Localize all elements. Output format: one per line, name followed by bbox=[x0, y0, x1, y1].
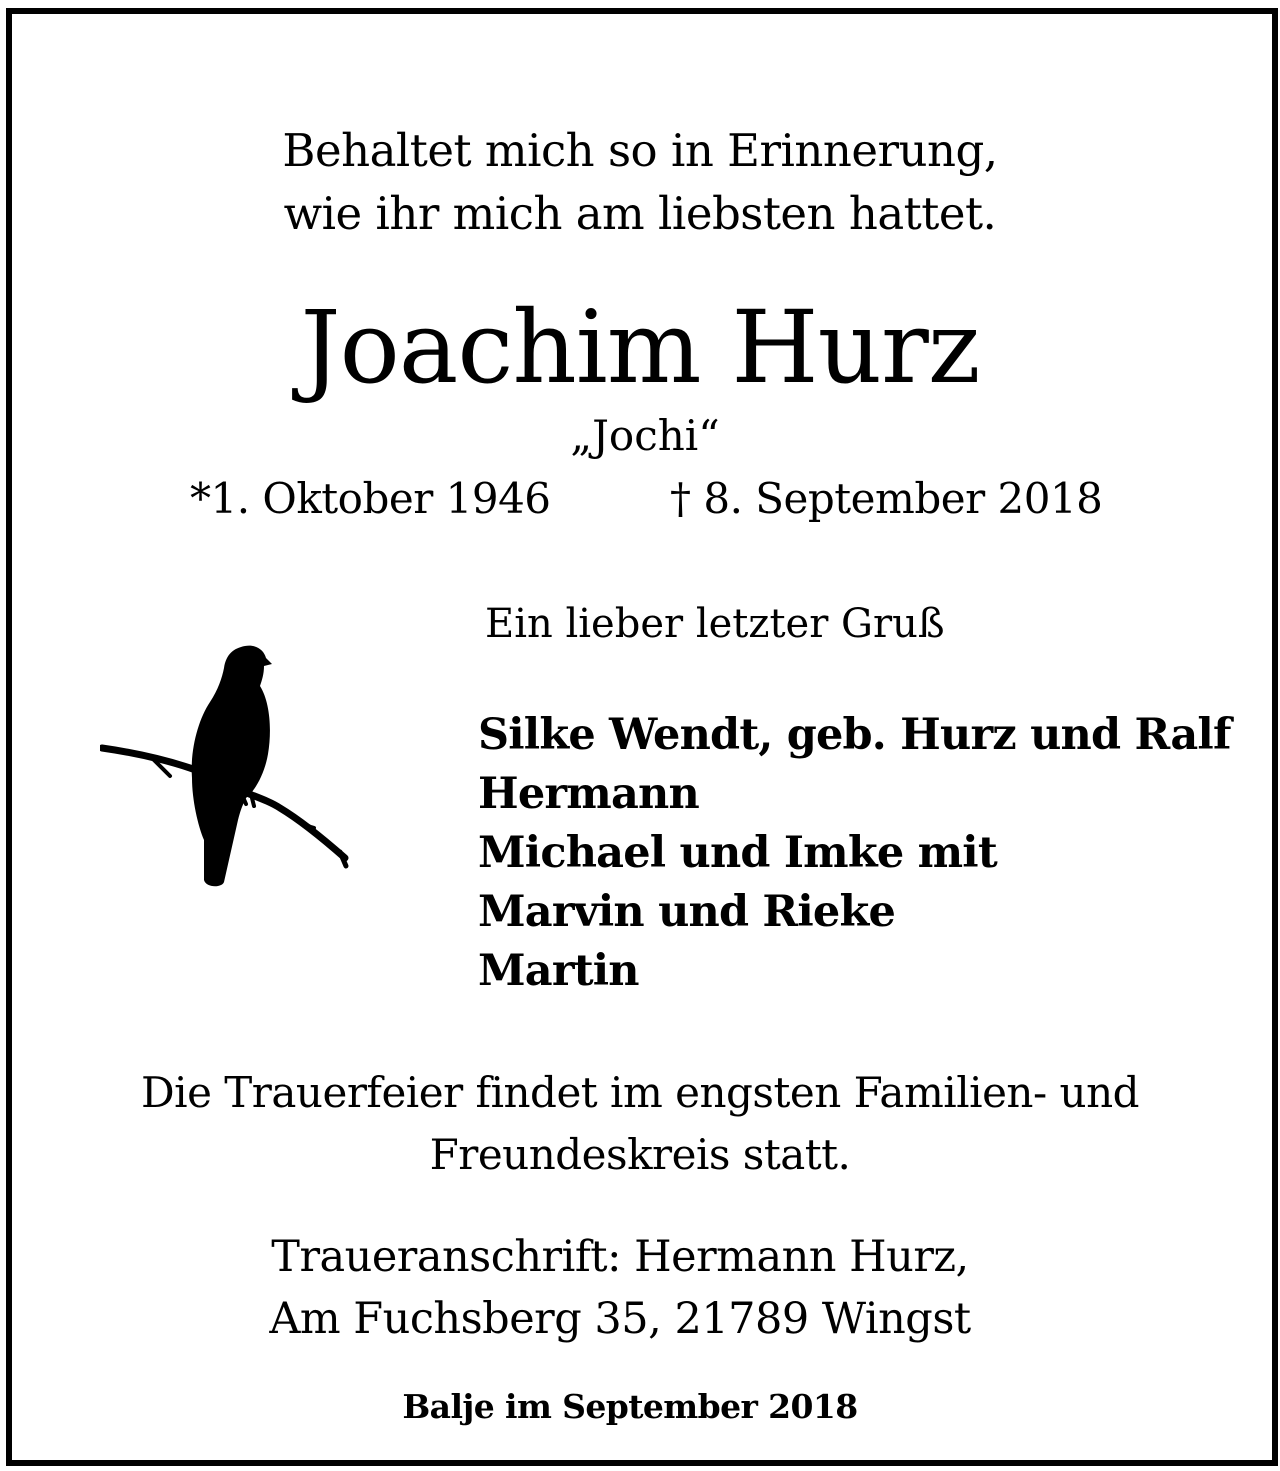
mourner-line: Michael und Imke mit bbox=[478, 828, 997, 878]
mourning-address-line-2: Am Fuchsberg 35, 21789 Wingst bbox=[269, 1294, 971, 1344]
motto-line-1: Behaltet mich so in Erinnerung, bbox=[282, 124, 998, 177]
farewell-greeting: Ein lieber letzter Gruß bbox=[485, 601, 945, 647]
mourner-line: Hermann bbox=[478, 769, 699, 819]
ceremony-notice-line-1: Die Trauerfeier findet im engsten Familien- und bbox=[140, 1068, 1139, 1117]
death-date: † 8. September 2018 bbox=[670, 474, 1103, 523]
deceased-nickname: „Jochi“ bbox=[570, 411, 720, 460]
motto-line-2: wie ihr mich am liebsten hattet. bbox=[283, 187, 997, 240]
place-and-date: Balje im September 2018 bbox=[402, 1387, 858, 1426]
mourner-line: Marvin und Rieke bbox=[478, 887, 896, 937]
mourners-list bbox=[478, 706, 1231, 1001]
deceased-name: Joachim Hurz bbox=[300, 289, 980, 406]
mourning-address-line-1: Traueranschrift: Hermann Hurz, bbox=[271, 1232, 969, 1282]
mourner-line: Silke Wendt, geb. Hurz und Ralf bbox=[478, 710, 1231, 760]
bird-on-branch-silhouette-icon bbox=[100, 640, 350, 890]
mourner-line: Martin bbox=[478, 946, 639, 996]
ceremony-notice-line-2: Freundeskreis statt. bbox=[429, 1130, 851, 1179]
birth-date: *1. Oktober 1946 bbox=[190, 474, 551, 523]
